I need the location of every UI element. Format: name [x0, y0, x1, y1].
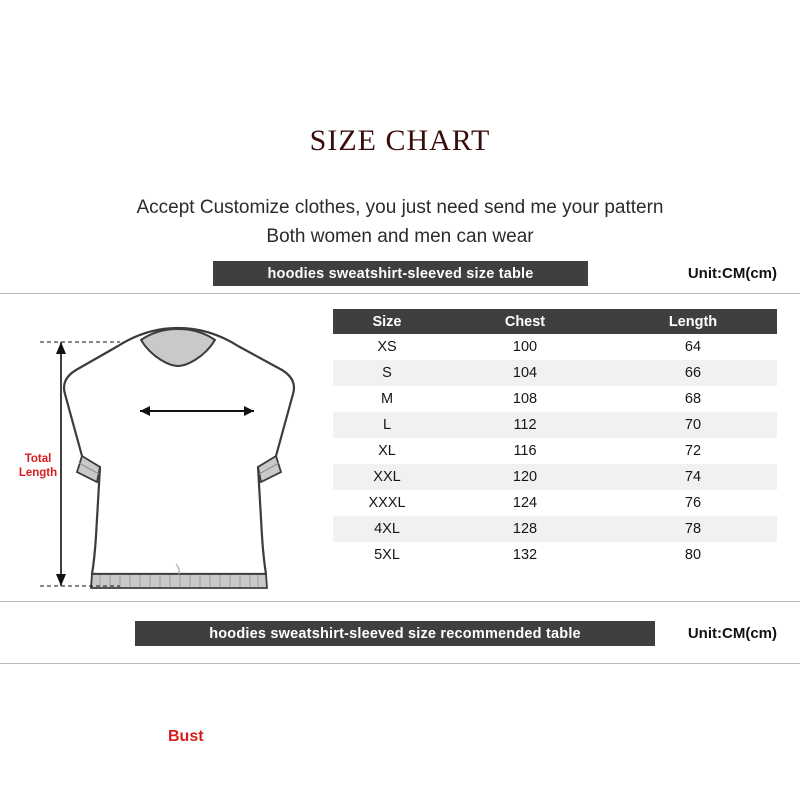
cell-length: 72 [609, 438, 777, 464]
cell-size: XXXL [333, 490, 441, 516]
unit-label-bottom: Unit:CM(cm) [687, 625, 777, 642]
total-length-label-line-2: Length [18, 467, 58, 479]
column-header-size: Size [333, 309, 441, 334]
cell-chest: 132 [441, 542, 609, 568]
cell-length: 76 [609, 490, 777, 516]
table-row [333, 516, 777, 542]
cell-size: L [333, 412, 441, 438]
cell-chest: 100 [441, 334, 609, 360]
table-caption-bottom: hoodies sweatshirt-sleeved size recommended table [135, 621, 655, 646]
cell-size: 4XL [333, 516, 441, 542]
table-row [333, 360, 777, 386]
cell-chest: 112 [441, 412, 609, 438]
subheadline-line-2: Both women and men can wear [266, 226, 534, 247]
cell-length: 78 [609, 516, 777, 542]
table-row [333, 490, 777, 516]
cell-size: XL [333, 438, 441, 464]
table-row [333, 412, 777, 438]
table-row [333, 438, 777, 464]
cell-size: S [333, 360, 441, 386]
subheadline-line-1: Accept Customize clothes, you just need send me your pattern [136, 197, 664, 218]
sweatshirt-diagram [0, 296, 333, 601]
divider-middle [0, 601, 800, 602]
page-title: SIZE CHART [309, 124, 491, 157]
column-header-length: Length [609, 309, 777, 334]
cell-chest: 124 [441, 490, 609, 516]
cell-length: 74 [609, 464, 777, 490]
cell-chest: 120 [441, 464, 609, 490]
table-row [333, 464, 777, 490]
table-row [333, 542, 777, 568]
bust-label: Bust [168, 728, 204, 745]
size-table [333, 309, 777, 568]
cell-size: M [333, 386, 441, 412]
subheadline [0, 193, 800, 251]
unit-label-top: Unit:CM(cm) [687, 265, 777, 282]
table-header-row [333, 309, 777, 334]
cell-size: 5XL [333, 542, 441, 568]
table-caption-top: hoodies sweatshirt-sleeved size table [213, 261, 588, 286]
cell-size: XXL [333, 464, 441, 490]
table-row [333, 386, 777, 412]
cell-size: XS [333, 334, 441, 360]
cell-chest: 128 [441, 516, 609, 542]
garment-illustration [0, 296, 333, 745]
cell-length: 80 [609, 542, 777, 568]
total-length-label-line-1: Total [24, 453, 52, 465]
divider-top [0, 293, 800, 294]
cell-length: 66 [609, 360, 777, 386]
divider-bottom [0, 663, 800, 664]
table-body [333, 334, 777, 568]
column-header-chest: Chest [441, 309, 609, 334]
cell-chest: 108 [441, 386, 609, 412]
cell-chest: 116 [441, 438, 609, 464]
cell-length: 68 [609, 386, 777, 412]
cell-chest: 104 [441, 360, 609, 386]
table-row [333, 334, 777, 360]
cell-length: 64 [609, 334, 777, 360]
total-length-label [14, 452, 62, 480]
cell-length: 70 [609, 412, 777, 438]
